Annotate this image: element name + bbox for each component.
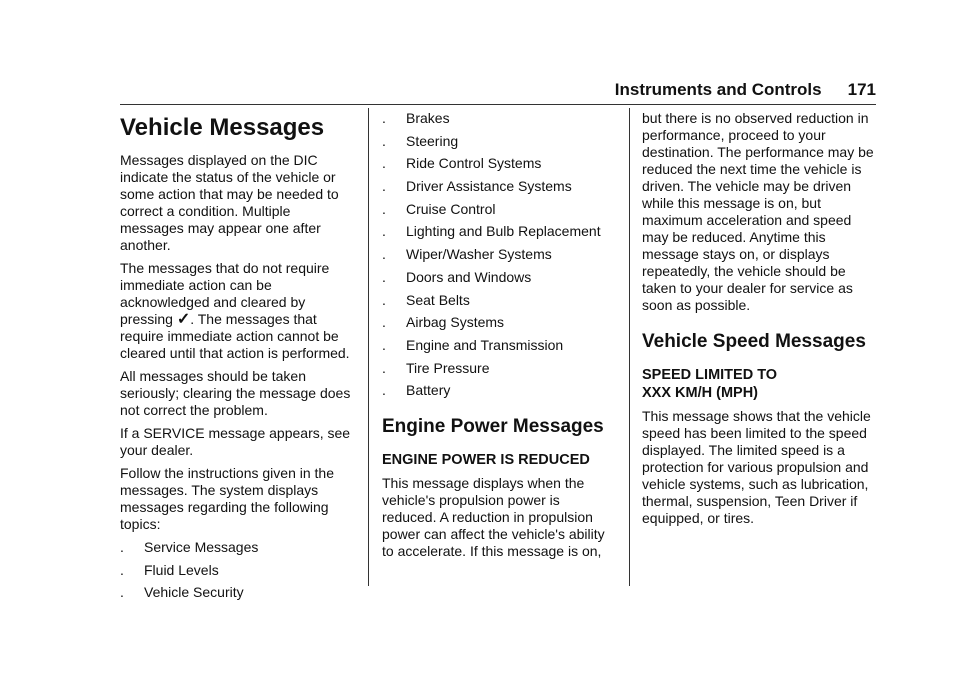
paragraph-serious: All messages should be taken seriously; clearing the message does not correct the problem. (120, 368, 351, 418)
list-item: . Tire Pressure (382, 359, 490, 376)
list-item: . Seat Belts (382, 291, 470, 308)
column-divider-1 (368, 108, 369, 586)
list-item: . Cruise Control (382, 200, 496, 217)
paragraph-intro: Messages displayed on the DIC indicate the status of the vehicle or some action that may be needed to correct a condition. Multiple messages may appear one after another. (120, 152, 339, 253)
heading-engine-power-messages: Engine Power Messages (382, 415, 604, 437)
topics-list-1 (120, 539, 356, 601)
list-item: . Steering (382, 132, 459, 149)
heading-vehicle-speed-messages: Vehicle Speed Messages (642, 331, 866, 352)
list-item: . Wiper/Washer Systems (382, 246, 552, 263)
list-item: . Service Messages (120, 539, 259, 555)
list-item: . Airbag Systems (382, 314, 505, 331)
list-item: . Fluid Levels (120, 561, 219, 578)
heading-engine-power-reduced: ENGINE POWER IS REDUCED (382, 451, 590, 468)
page-number: 171 (847, 80, 876, 99)
list-item: . Brakes (382, 110, 450, 126)
heading-speed-limited: SPEED LIMITED TO XXX KM/H (MPH) (642, 367, 778, 401)
paragraph-acknowledge: The messages that do not require immediate action can be acknowledged and cleared by pressing ✓. The messages that require immediate action cannot be cleared until that action is performed. (120, 260, 350, 361)
list-item: . Vehicle Security (120, 584, 244, 601)
column-2 (382, 110, 616, 566)
column-1 (120, 110, 356, 607)
paragraph-engine-power-cont: but there is no observed reduction in performance, proceed to your destination. The performance may be reduced the next time the vehicle is driven. The vehicle may be driven while this message is on, but maximum acceleration and speed may be reduced. Anytime this message stays on, or displays repeatedly, the vehicle should be taken to your dealer for service as soon as possible. (642, 110, 874, 313)
header-rule (120, 104, 876, 105)
paragraph-topics-intro: Follow the instructions given in the messages. The system displays messages regarding the following topics: (120, 465, 334, 532)
list-item: . Doors and Windows (382, 268, 532, 285)
column-divider-2 (629, 108, 630, 586)
heading-vehicle-messages: Vehicle Messages (120, 114, 325, 141)
column-3 (642, 110, 876, 533)
list-item: . Driver Assistance Systems (382, 178, 572, 195)
list-item: . Engine and Transmission (382, 336, 564, 353)
check-icon: ✓ (176, 311, 191, 328)
list-item: . Battery (382, 382, 451, 399)
page-header (0, 80, 876, 100)
paragraph-service: If a SERVICE message appears, see your dealer. (120, 425, 351, 458)
list-item: . Lighting and Bulb Replacement (382, 223, 601, 240)
paragraph-engine-power: This message displays when the vehicle's propulsion power is reduced. A reduction in propulsion power can affect the vehicle's ability to accelerate. If this message is on, (382, 474, 605, 559)
paragraph-speed-limited: This message shows that the vehicle speed has been limited to the speed displayed. The limited speed is a protection for various propulsion and vehicle systems, such as lubrication, thermal, suspension, Teen Driver if equipped, or tires. (642, 408, 871, 526)
list-item: . Ride Control Systems (382, 155, 542, 172)
topics-list-2 (382, 110, 616, 399)
section-title: Instruments and Controls (614, 80, 822, 99)
